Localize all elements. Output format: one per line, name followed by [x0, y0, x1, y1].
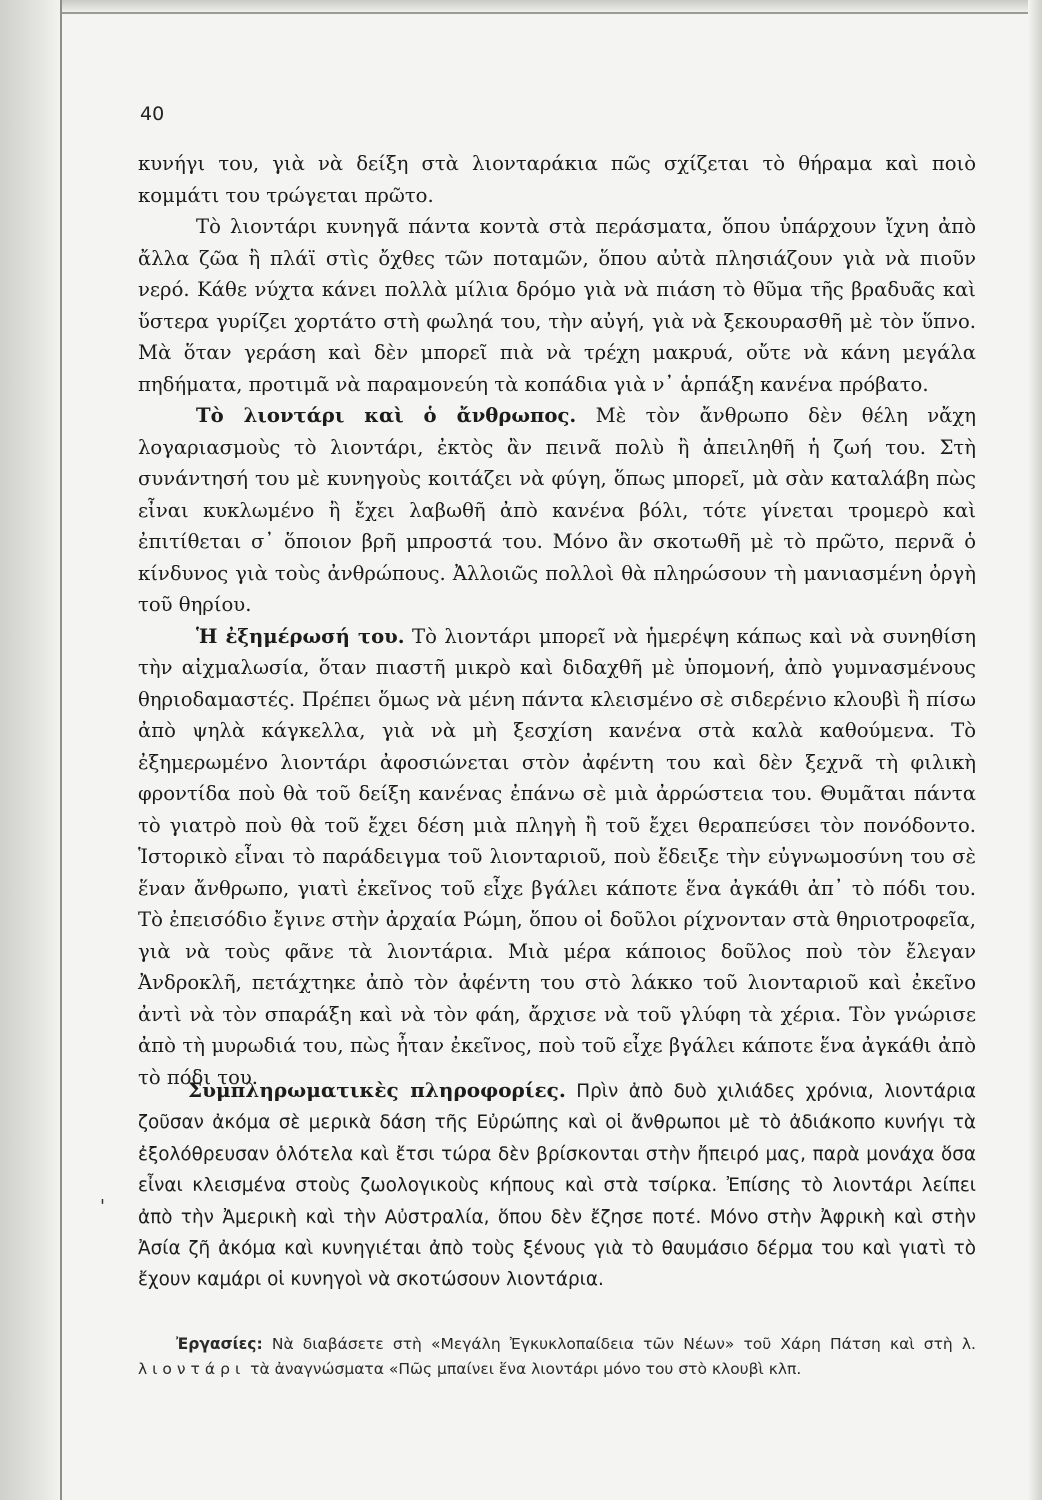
- exercises-text-after: τὰ ἀναγνώσματα «Πῶς μπαίνει ἕνα λιοντάρι μόνο του στὸ κλουβὶ κλπ.: [250, 1360, 802, 1378]
- supplementary-paragraph: [138, 1075, 976, 1296]
- exercises-block: [138, 1332, 976, 1382]
- supplementary-heading: Συμπληρωματικὲς πληροφορίες.: [188, 1078, 566, 1102]
- section-text-lion-and-man: Μὲ τὸν ἄνθρωπο δὲν θέλη νἄχη λογαριασμοὺς τὸ λιοντάρι, ἐκτὸς ἂν πεινᾶ πολὺ ἢ ἀπειληθῆ ἡ ζωή του. Στὴ συνάντησή του μὲ κυνηγοὺς κοιτάζει νὰ φύγη, ὅπως μπορεῖ, μὰ σὰν καταλάβη πὼς εἶναι κυκλωμένο ἢ ἔχει λαβωθῆ ἀπὸ κανένα βόλι, τότε γίνεται τρομερὸ καὶ ἐπιτίθεται σ᾽ ὅποιον βρῆ μπροστά του. Μόνο ἂν σκοτωθῆ μὲ τὸ πρῶτο, περνᾶ ὁ κίνδυνος γιὰ τοὺς ἀνθρώπους. Ἀλλοιῶς πολλοὶ θὰ πληρώσουν τὴ μανιασμένη ὀργὴ τοῦ θηρίου.: [138, 404, 976, 616]
- exercises-label: Ἐργασίες:: [176, 1335, 263, 1353]
- section-text-taming: Τὸ λιοντάρι μπορεῖ νὰ ἡμερέψη κάπως καὶ νὰ συνηθίση τὴν αἰχμαλωσία, ὅταν πιαστῆ μικρὸ καὶ διδαχθῆ μὲ ὑπομονή, ἀπὸ γυμνασμένους θηριοδαμαστές. Πρέπει ὅμως νὰ μένη πάντα κλεισμένο σὲ σιδερένιο κλουβὶ ἢ πίσω ἀπὸ ψηλὰ κάγκελλα, γιὰ νὰ μὴ ξεσχίση κανένα στὰ καλὰ καθούμενα. Τὸ ἐξημερωμένο λιοντάρι ἀφοσιώνεται στὸν ἀφέντη του καὶ δὲν ξεχνᾶ τὴ φιλικὴ φροντίδα ποὺ θὰ τοῦ δείξη κανένας ἐπάνω σὲ μιὰ ἀρρώστεια του. Θυμᾶται πάντα τὸ γιατρὸ ποὺ θὰ τοῦ ἔχει δέση μιὰ πληγὴ ἢ τοῦ ἔχει θεραπεύσει τὸν πονόδοντο. Ἱστορικὸ εἶναι τὸ παράδειγμα τοῦ λιονταριοῦ, ποὺ ἔδειξε τὴν εὐγνωμοσύνη του σὲ ἕναν ἄνθρωπο, γιατὶ ἐκεῖνος τοῦ εἶχε βγάλει κάποτε ἕνα ἀγκάθι ἀπ᾽ τὸ πόδι του. Τὸ ἐπεισόδιο ἔγινε στὴν ἀρχαία Ρώμη, ὅπου οἱ δοῦλοι ρίχνονταν στὰ θηριοτροφεῖα, γιὰ νὰ τοὺς φᾶνε τὰ λιοντάρια. Μιὰ μέρα κάποιος δοῦλος ποὺ τὸν ἔλεγαν Ἀνδροκλῆ, πετάχτηκε ἀπὸ τὸν ἀφέντη του στὸ λάκκο τοῦ λιονταριοῦ καὶ ἐκεῖνο ἀντὶ νὰ τὸν σπαράξη καὶ νὰ τὸν φάη, ἄρχισε νὰ τοῦ γλύφη τὰ χέρια. Τὸν γνώρισε ἀπὸ τὴ μυρωδιά του, πὼς ἦταν ἐκεῖνος, ποὺ τοῦ εἶχε βγάλει κάποτε ἕνα ἀγκάθι ἀπὸ τὸ πόδι του.: [138, 624, 976, 1089]
- scan-edge-line-top: [62, 12, 1042, 14]
- scan-shadow-left: [0, 0, 62, 1500]
- stray-print-mark: ': [100, 1196, 105, 1217]
- exercises-paragraph: [138, 1332, 976, 1382]
- exercises-spaced-word: λιοντάρι: [138, 1360, 246, 1378]
- intro-paragraph-1: κυνήγι του, γιὰ νὰ δείξη στὰ λιονταράκια πῶς σχίζεται τὸ θήραμα καὶ ποιὸ κομμάτι του τρώγεται πρῶτο.: [138, 152, 976, 207]
- intro-paragraph-2: Τὸ λιοντάρι κυνηγᾶ πάντα κοντὰ στὰ περάσματα, ὅπου ὑπάρχουν ἴχνη ἀπὸ ἄλλα ζῶα ἢ πλάϊ στὶς ὄχθες τῶν ποταμῶν, ὅπου αὐτὰ πλησιάζουν γιὰ νὰ πιοῦν νερό. Κάθε νύχτα κάνει πολλὰ μίλια δρόμο γιὰ νὰ πιάση τὸ θῦμα τῆς βραδυᾶς καὶ ὕστερα γυρίζει χορτάτο στὴ φωληά του, τὴν αὐγή, γιὰ νὰ ξεκουρασθῆ μὲ τὸν ὕπνο. Μὰ ὅταν γεράση καὶ δὲν μπορεῖ πιὰ νὰ τρέχη μακρυά, οὔτε νὰ κάνη μεγάλα πηδήματα, προτιμᾶ νὰ παραμονεύη τὰ κοπάδια γιὰ ν᾽ ἁρπάξη κανένα πρόβατο.: [138, 215, 976, 396]
- section-heading-lion-and-man: Τὸ λιοντάρι καὶ ὁ ἄνθρωπος.: [196, 404, 577, 427]
- section-lion-and-man: [138, 400, 976, 621]
- main-text-block: [138, 148, 976, 1093]
- page-number: 40: [140, 103, 165, 125]
- exercises-text-before: Νὰ διαβάσετε στὴ «Μεγάλη Ἐγκυκλοπαίδεια τῶν Νέων» τοῦ Χάρη Πάτση καὶ στὴ λ.: [271, 1335, 976, 1353]
- section-taming: [138, 621, 976, 1094]
- supplementary-info-block: [138, 1075, 976, 1296]
- supplementary-text: Πρὶν ἀπὸ δυὸ χιλιάδες χρόνια, λιοντάρια ζοῦσαν ἀκόμα σὲ μερικὰ δάση τῆς Εὐρώπης καὶ οἱ ἄνθρωποι μὲ τὸ ἀδιάκοπο κυνήγι τὰ ἐξολόθρευσαν ὁλότελα καὶ ἔτσι τώρα δὲν βρίσκονται στὴν ἤπειρό μας, παρὰ μονάχα ὅσα εἶναι κλεισμένα στοὺς ζωολογικοὺς κήπους καὶ στὰ τσίρκα. Ἐπίσης τὸ λιοντάρι λείπει ἀπὸ τὴν Ἀμερικὴ καὶ τὴν Αὐστραλία, ὅπου δὲν ἔζησε ποτέ. Μόνο στὴν Ἀφρικὴ καὶ στὴν Ἀσία ζῆ ἀκόμα καὶ κυνηγιέται ἀπὸ τοὺς ξένους γιὰ τὸ θαυμάσιο δέρμα του καὶ γιατὶ τὸ ἔχουν καμάρι οἱ κυνηγοὶ νὰ σκοτώσουν λιοντάρια.: [138, 1081, 976, 1291]
- scan-shadow-right: [1028, 0, 1042, 1500]
- section-heading-taming: Ἡ ἐξημέρωσή του.: [196, 624, 405, 648]
- scan-edge-line-left: [60, 0, 62, 1500]
